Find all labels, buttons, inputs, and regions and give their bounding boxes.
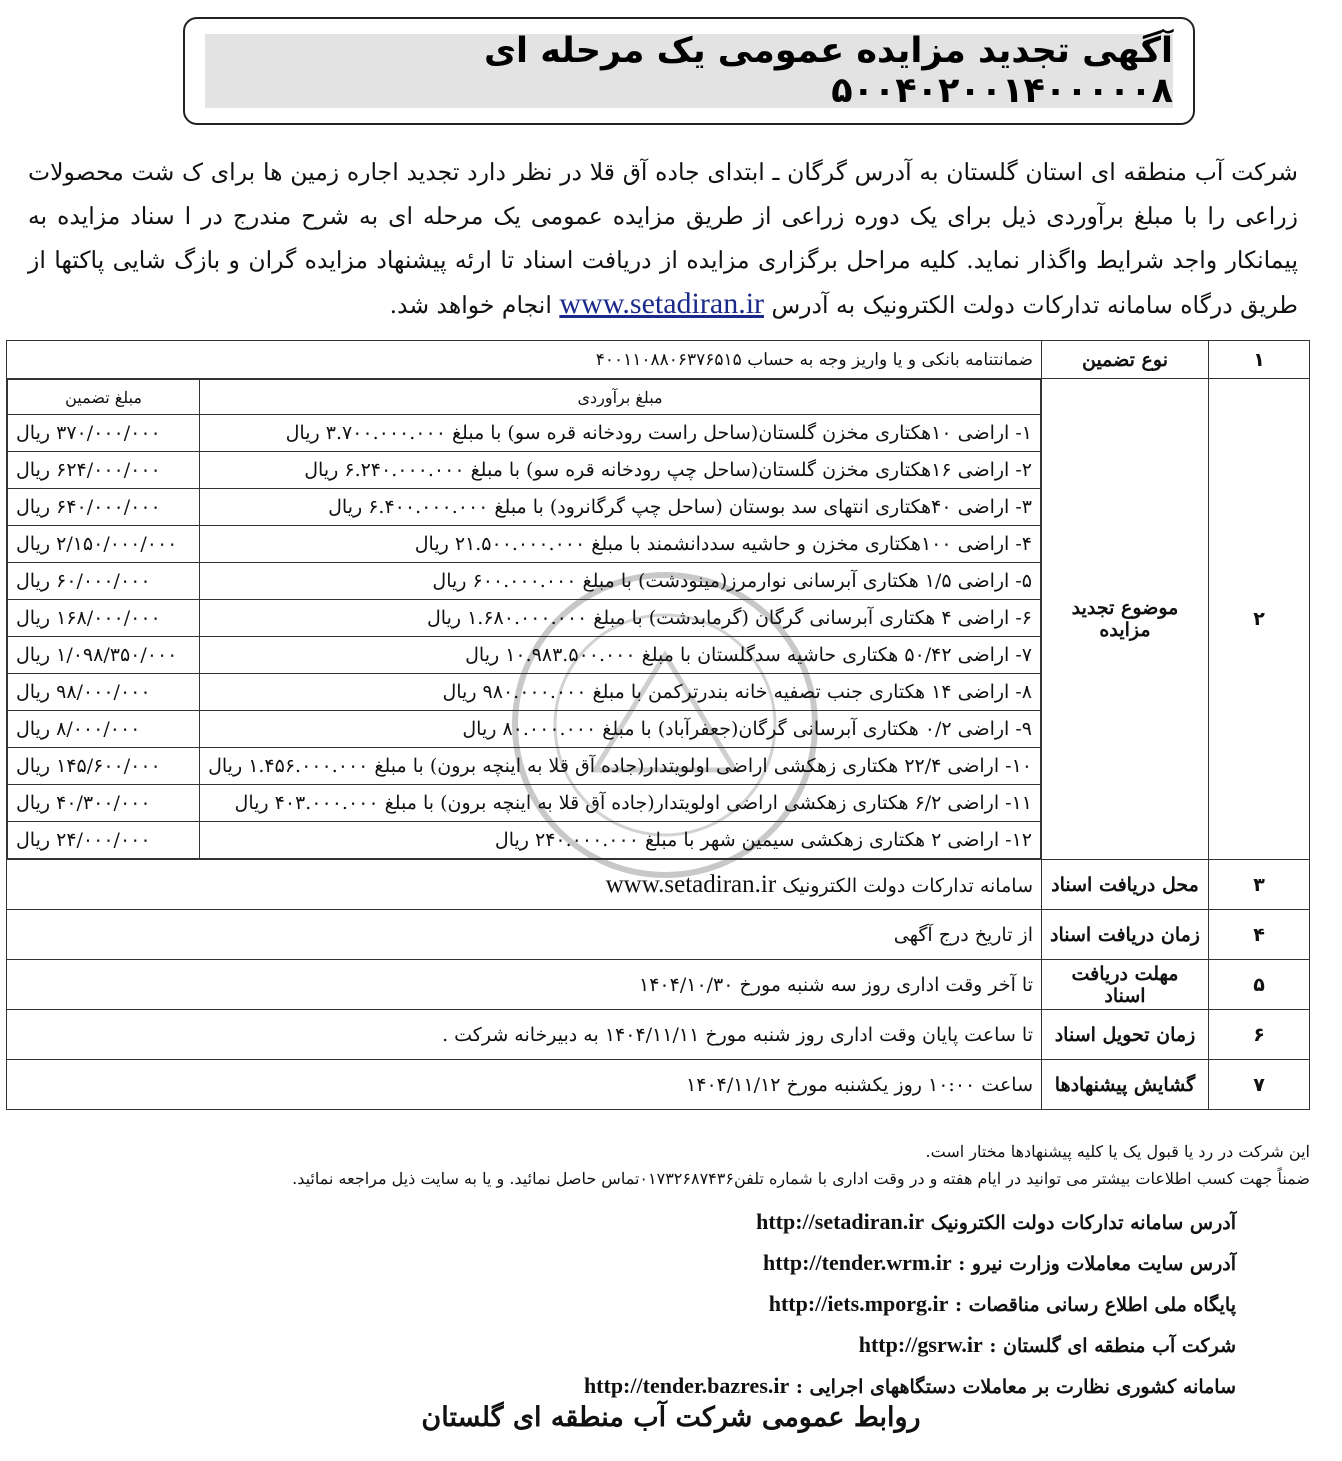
row-value: سامانه تدارکات دولت الکترونیک [782,874,1033,897]
row-label: زمان دریافت اسناد [1042,910,1209,960]
item-description: ۶- اراضی ۴ هکتاری آبرسانی گرگان (گرمابدشت) با مبلغ ۱.۶۸۰.۰۰۰.۰۰۰ ریال [200,600,1041,637]
table-row [8,452,1041,489]
item-description: ۱۰- اراضی ۲۲/۴ هکتاری زهکشی اراضی اولویتدار(جاده آق قلا به اینچه برون) با مبلغ ۱.۴۵۶.۰۰۰.۰۰۰ ریال [200,748,1041,785]
table-row [8,563,1041,600]
link-row [584,1202,1236,1243]
item-guarantee: ۱۶۸/۰۰۰/۰۰۰ ریال [8,600,200,637]
table-row [8,637,1041,674]
table-row [8,674,1041,711]
item-description: ۷- اراضی ۵۰/۴۲ هکتاری حاشیه سدگلستان با مبلغ ۱۰.۹۸۳.۵۰۰.۰۰۰ ریال [200,637,1041,674]
row-number: ۳ [1209,860,1310,910]
items-header [8,380,1041,415]
item-description: ۱- اراضی ۱۰هکتاری مخزن گلستان(ساحل راست رودخانه قره سو) با مبلغ ۳.۷۰۰.۰۰۰.۰۰۰ ریال [200,415,1041,452]
row-value: تا ساعت پایان وقت اداری روز شنبه مورخ ۱۴۰۴/۱۱/۱۱ به دبیرخانه شرکت . [7,1010,1042,1060]
table-row [8,748,1041,785]
intro-end: انجام خواهد شد. [389,291,552,319]
note-line: این شرکت در رد یا قبول یک یا کلیه پیشنهادها مختار است. [925,1142,1310,1161]
tender-table [6,340,1310,1110]
notes [10,1138,1310,1192]
item-guarantee: ۳۷۰/۰۰۰/۰۰۰ ریال [8,415,200,452]
item-guarantee: ۸/۰۰۰/۰۰۰ ریال [8,711,200,748]
link-label: پایگاه ملی اطلاع رسانی مناقصات : [954,1294,1236,1316]
row-label: گشایش پیشنهادها [1042,1060,1209,1110]
row-guarantee-type [7,341,1310,379]
row-delivery-time [7,1010,1310,1060]
row-docs-deadline [7,960,1310,1010]
item-guarantee: ۱/۰۹۸/۳۵۰/۰۰۰ ریال [8,637,200,674]
docs-url-link[interactable]: www.setadiran.ir [605,870,777,898]
row-label: محل دریافت اسناد [1042,860,1209,910]
row-label: موضوع تجدید مزایده [1042,379,1209,860]
item-guarantee: ۶۴۰/۰۰۰/۰۰۰ ریال [8,489,200,526]
row-docs-time [7,910,1310,960]
link-label: آدرس سامانه تدارکات دولت الکترونیک [930,1212,1236,1234]
item-description: ۳- اراضی ۴۰هکتاری انتهای سد بوستان (ساحل چپ گرگانرود) با مبلغ ۶.۴۰۰.۰۰۰.۰۰۰ ریال [200,489,1041,526]
link-label: آدرس سایت معاملات وزارت نیرو : [958,1253,1236,1275]
link-label: شرکت آب منطقه ای گلستان : [989,1335,1236,1357]
row-value: از تاریخ درج آگهی [7,910,1042,960]
row-value: تا آخر وقت اداری روز سه شنبه مورخ ۱۴۰۴/۱۰/۳۰ [7,960,1042,1010]
link-url[interactable]: http://gsrw.ir [858,1332,983,1357]
row-value: ضمانتنامه بانکی و یا واریز وجه به حساب ۴۰۰۱۱۰۸۸۰۶۳۷۶۵۱۵ [7,341,1042,379]
row-number: ۷ [1209,1060,1310,1110]
table-row [8,600,1041,637]
row-number: ۱ [1209,341,1310,379]
item-description: ۹- اراضی ۰/۲ هکتاری آبرسانی گرگان(جعفرآباد) با مبلغ ۸۰.۰۰۰.۰۰۰ ریال [200,711,1041,748]
table-row [8,822,1041,859]
item-guarantee: ۲/۱۵۰/۰۰۰/۰۰۰ ریال [8,526,200,563]
col-estimate-header: مبلغ برآوردی [200,380,1041,415]
item-description: ۱۱- اراضی ۶/۲ هکتاری زهکشی اراضی اولویتدار(جاده آق قلا به اینچه برون) با مبلغ ۴۰۳.۰۰۰.۰۰۰ ریال [200,785,1041,822]
table-row [8,785,1041,822]
items-table [7,379,1041,859]
link-label: سامانه کشوری نظارت بر معاملات دستگاههای اجرایی : [795,1376,1236,1398]
item-guarantee: ۹۸/۰۰۰/۰۰۰ ریال [8,674,200,711]
link-url[interactable]: http://setadiran.ir [756,1209,925,1234]
table-row [8,526,1041,563]
table-row [8,489,1041,526]
item-guarantee: ۲۴/۰۰۰/۰۰۰ ریال [8,822,200,859]
row-label: زمان تحویل اسناد [1042,1010,1209,1060]
item-guarantee: ۶۰/۰۰۰/۰۰۰ ریال [8,563,200,600]
row-subject [7,379,1310,860]
setadiran-link[interactable]: www.setadiran.ir [559,287,765,320]
row-value: ساعت ۱۰:۰۰ روز یکشنبه مورخ ۱۴۰۴/۱۱/۱۲ [7,1060,1042,1110]
item-guarantee: ۴۰/۳۰۰/۰۰۰ ریال [8,785,200,822]
table-row [8,415,1041,452]
item-description: ۵- اراضی ۱/۵ هکتاری آبرسانی نوارمرز(مینودشت) با مبلغ ۶۰۰.۰۰۰.۰۰۰ ریال [200,563,1041,600]
item-description: ۲- اراضی ۱۶هکتاری مخزن گلستان(ساحل چپ رودخانه قره سو) با مبلغ ۶.۲۴۰.۰۰۰.۰۰۰ ریال [200,452,1041,489]
link-url[interactable]: http://iets.mporg.ir [768,1291,949,1316]
title-band [205,31,1173,111]
links-list [584,1202,1236,1407]
link-url[interactable]: http://tender.wrm.ir [763,1250,952,1275]
intro-paragraph [28,150,1298,327]
page-title: آگهی تجدید مزایده عمومی یک مرحله ای ۵۰۰۴۰۲۰۰۱۴۰۰۰۰۰۸ [483,31,1173,111]
item-description: ۴- اراضی ۱۰۰هکتاری مخزن و حاشیه سددانشمند با مبلغ ۲۱.۵۰۰.۰۰۰.۰۰۰ ریال [200,526,1041,563]
row-opening [7,1060,1310,1110]
row-label: نوع تضمین [1042,341,1209,379]
link-row [584,1366,1236,1407]
intro-text: شرکت آب منطقه ای استان گلستان به آدرس گرگان ـ ابتدای جاده آق قلا در نظر دارد تجدید اجاره زمین ها برای ک شت محصولات زراعی را با مبلغ برآوردی ذیل برای یک دوره زراعی از طریق مزایده عمومی یک مرحله ای به شرح مندرج در ا سناد مزایده به پیمانکار واجد شرایط واگذار نماید. کلیه مراحل برگزاری مزایده از دریافت اسناد تا ارئه پیشنهاد مزایده گران و بازگ شایی پاکتها از طریق درگاه سامانه تدارکات دولت الکترونیک به آدرس [28,158,1298,319]
row-label: مهلت دریافت اسناد [1042,960,1209,1010]
table-row [8,711,1041,748]
item-description: ۱۲- اراضی ۲ هکتاری زهکشی سیمین شهر با مبلغ ۲۴۰.۰۰۰.۰۰۰ ریال [200,822,1041,859]
item-guarantee: ۶۲۴/۰۰۰/۰۰۰ ریال [8,452,200,489]
title-box [183,17,1195,125]
item-guarantee: ۱۴۵/۶۰۰/۰۰۰ ریال [8,748,200,785]
row-docs-location [7,860,1310,910]
note-line: ضمناً جهت کسب اطلاعات بیشتر می توانید در ایام هفته و در وقت اداری با شماره تلفن۰۱۷۳۲۶۸۷۴۳۶تماس حاصل نمائید. و یا به سایت ذیل مراجعه نمائید. [292,1169,1310,1188]
row-number: ۲ [1209,379,1310,860]
link-row [584,1325,1236,1366]
row-number: ۶ [1209,1010,1310,1060]
row-number: ۴ [1209,910,1310,960]
link-row [584,1243,1236,1284]
footer-signature: روابط عمومی شرکت آب منطقه ای گلستان [421,1402,921,1433]
item-description: ۸- اراضی ۱۴ هکتاری جنب تصفیه خانه بندرترکمن با مبلغ ۹۸۰.۰۰۰.۰۰۰ ریال [200,674,1041,711]
col-guarantee-header: مبلغ تضمین [8,380,200,415]
link-row [584,1284,1236,1325]
row-number: ۵ [1209,960,1310,1010]
link-url[interactable]: http://tender.bazres.ir [583,1373,790,1398]
